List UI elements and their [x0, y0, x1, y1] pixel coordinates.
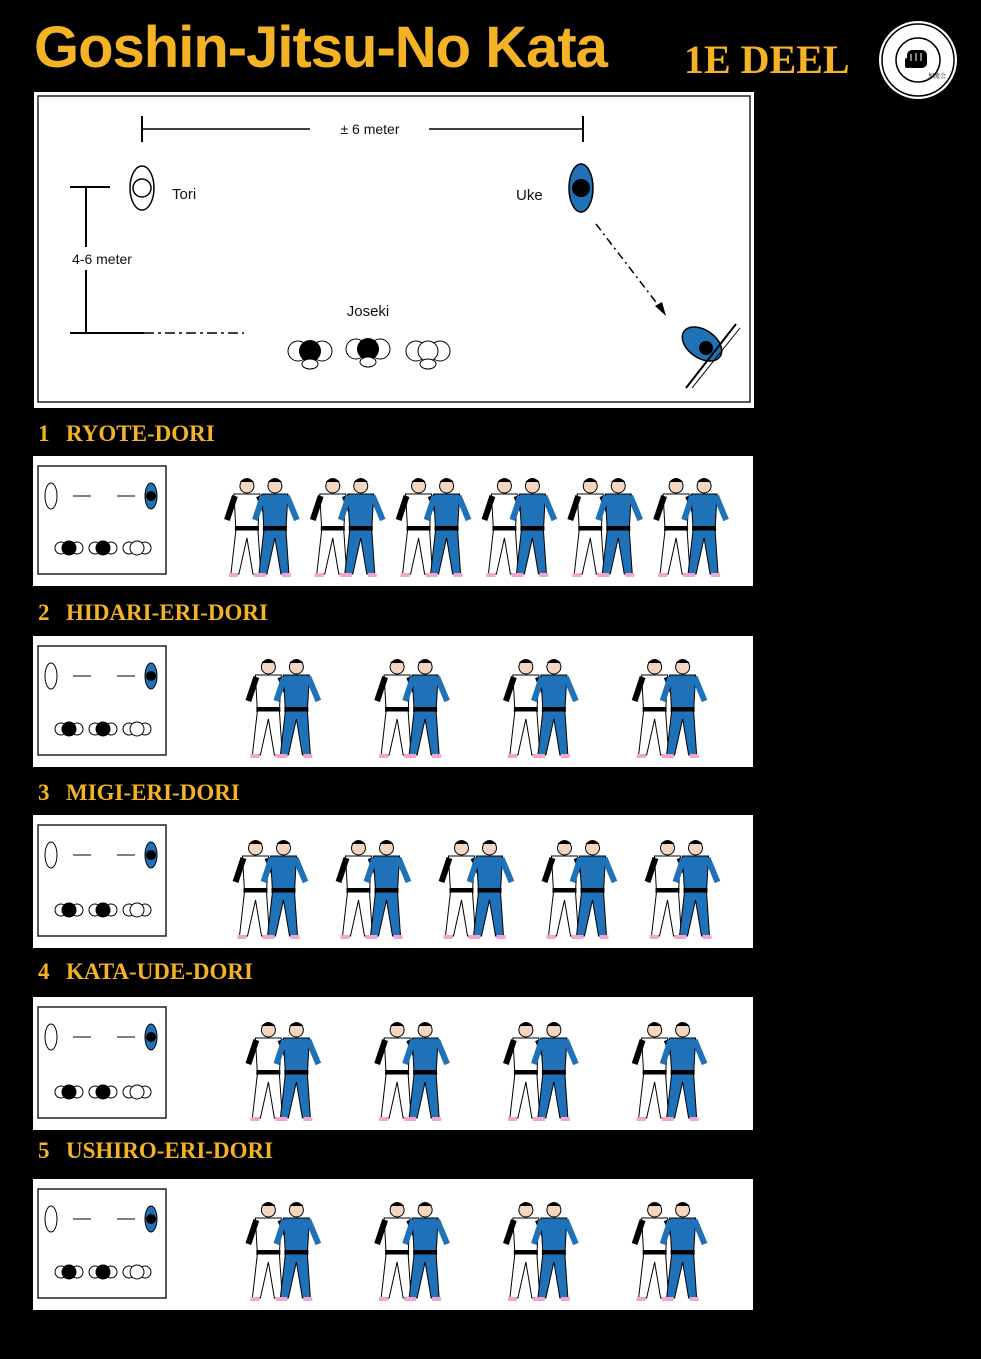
- section-1-illustrations: [33, 456, 753, 586]
- technique-step-illustration: [506, 659, 576, 758]
- page-title: Goshin-Jitsu-No Kata: [34, 15, 607, 80]
- tori-label: Tori: [172, 186, 197, 203]
- page-subtitle: 1E DEEL: [684, 37, 850, 82]
- mini-floor-map: [38, 1007, 166, 1118]
- technique-step-illustration: [506, 1022, 576, 1121]
- uke-figure: [569, 164, 593, 212]
- joseki-figures: [288, 338, 450, 369]
- svg-text:加流会: 加流会: [928, 74, 947, 80]
- technique-step-illustration: [236, 840, 306, 939]
- mini-floor-map: [38, 466, 166, 574]
- technique-step-illustration: [248, 1022, 318, 1121]
- section-3-illustrations: [33, 815, 753, 948]
- side-distance-label: 4-6 meter: [72, 251, 132, 267]
- section-5-illustrations: [33, 1179, 753, 1310]
- mini-floor-map: [38, 825, 166, 936]
- technique-step-illustration: [648, 840, 718, 939]
- section-2-illustrations: [33, 636, 753, 767]
- technique-step-illustration: [248, 1202, 318, 1301]
- section-title-5: 5 USHIRO-ERI-DORI: [38, 1138, 274, 1163]
- uke-label: Uke: [516, 187, 543, 204]
- distance-label: ± 6 meter: [340, 121, 400, 137]
- technique-step-illustration: [377, 1202, 447, 1301]
- section-4-illustrations: [33, 997, 753, 1130]
- technique-step-illustration: [248, 659, 318, 758]
- floor-plan-panel: [34, 92, 754, 408]
- technique-step-illustration: [313, 478, 383, 577]
- technique-step-illustration: [227, 478, 297, 577]
- technique-step-illustration: [377, 1022, 447, 1121]
- school-logo: [878, 20, 958, 100]
- technique-step-illustration: [399, 478, 469, 577]
- kneeling-uke-figure: [676, 320, 740, 388]
- technique-step-illustration: [635, 1202, 705, 1301]
- technique-step-illustration: [377, 659, 447, 758]
- technique-step-illustration: [635, 1022, 705, 1121]
- technique-step-illustration: [339, 840, 409, 939]
- technique-step-illustration: [442, 840, 512, 939]
- section-title-1: 1 RYOTE-DORI: [38, 421, 215, 446]
- mini-floor-map: [38, 646, 166, 755]
- technique-step-illustration: [635, 659, 705, 758]
- technique-step-illustration: [656, 478, 726, 577]
- mini-floor-map: [38, 1189, 166, 1298]
- section-title-2: 2 HIDARI-ERI-DORI: [38, 600, 268, 625]
- section-title-3: 3 MIGI-ERI-DORI: [38, 780, 240, 805]
- technique-step-illustration: [570, 478, 640, 577]
- technique-step-illustration: [484, 478, 554, 577]
- section-title-4: 4 KATA-UDE-DORI: [38, 959, 253, 984]
- joseki-label: Joseki: [346, 303, 390, 320]
- technique-step-illustration: [545, 840, 615, 939]
- technique-step-illustration: [506, 1202, 576, 1301]
- tori-figure: [130, 166, 154, 210]
